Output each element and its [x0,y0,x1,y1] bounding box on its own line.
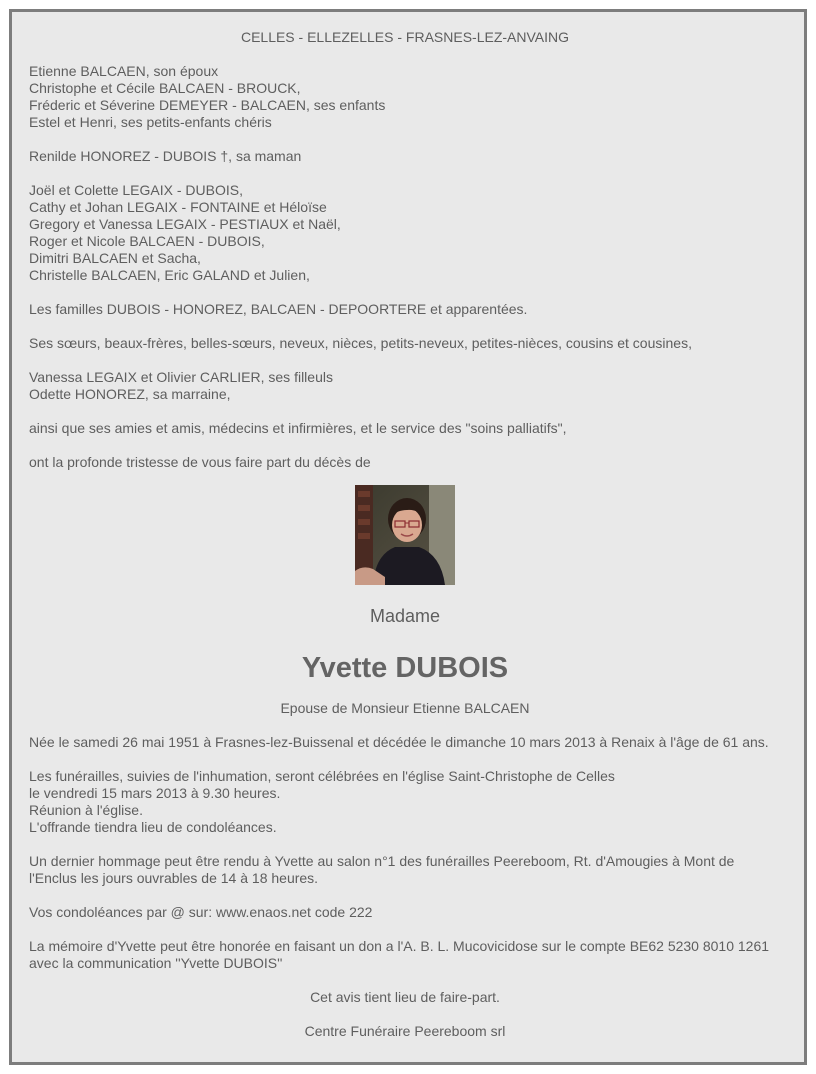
portrait-photo [355,485,455,585]
godchildren-group [29,369,781,403]
obituary-frame [9,9,807,1065]
condolences-line: Vos condoléances par @ sur: www.enaos.net code 222 [29,904,373,920]
godchild-line: Odette HONOREZ, sa marraine, [29,386,231,402]
salon-line: Un dernier hommage peut être rendu à Yvette au salon n°1 des funérailles Peereboom, Rt. d'Amougies à Mont de l'Enclus les jours ouvrables de 14 à 18 heures. [29,853,735,886]
funeral-line: L'offrande tiendra lieu de condoléances. [29,819,277,835]
honorific-title: Madame [369,606,441,626]
funeral-line: Réunion à l'église. [29,802,143,818]
spouse-line: Epouse de Monsieur Etienne BALCAEN [280,700,530,716]
family-line: Renilde HONOREZ - DUBOIS †, sa maman [29,148,302,164]
family-group-1 [29,63,781,131]
godchild-line: Vanessa LEGAIX et Olivier CARLIER, ses filleuls [29,369,333,385]
family-line: Estel et Henri, ses petits-enfants chéris [29,114,272,130]
family-line: Etienne BALCAEN, son époux [29,63,219,79]
families-line: Les familles DUBOIS - HONOREZ, BALCAEN - DEPOORTERE et apparentées. [29,301,528,317]
family-line: Christelle BALCAEN, Eric GALAND et Julien, [29,267,310,283]
family-line: Joël et Colette LEGAIX - DUBOIS, [29,182,243,198]
family-line: Roger et Nicole BALCAEN - DUBOIS, [29,233,265,249]
funeral-line: le vendredi 15 mars 2013 à 9.30 heures. [29,785,281,801]
announce-line: ont la profonde tristesse de vous faire part du décès de [29,454,371,470]
family-group-2 [29,148,781,165]
siblings-line: Ses sœurs, beaux-frères, belles-sœurs, neveux, nièces, petits-neveux, petites-nièces, cousins et cousines, [29,335,692,351]
donation-line: La mémoire d'Yvette peut être honorée en faisant un don a l'A. B. L. Mucovicidose sur le compte BE62 5230 8010 1261 avec la communication ''Yvette DUBOIS'' [29,938,770,971]
funeral-line: Les funérailles, suivies de l'inhumation, seront célébrées en l'église Saint-Christophe de Celles [29,768,615,784]
funeral-details [29,768,781,836]
obituary-content [29,29,781,1040]
family-group-3 [29,182,781,284]
family-line: Fréderic et Séverine DEMEYER - BALCAEN, ses enfants [29,97,386,113]
friends-line: ainsi que ses amies et amis, médecins et infirmières, et le service des "soins palliatifs", [29,420,567,436]
family-line: Cathy et Johan LEGAIX - FONTAINE et Héloïse [29,199,327,215]
notice-line: Cet avis tient lieu de faire-part. [310,989,500,1005]
deceased-name: Yvette DUBOIS [301,652,509,684]
birth-death-line: Née le samedi 26 mai 1951 à Frasnes-lez-Buissenal et décédée le dimanche 10 mars 2013 à Renaix à l'âge de 61 ans. [29,734,769,750]
family-line: Dimitri BALCAEN et Sacha, [29,250,201,266]
family-line: Gregory et Vanessa LEGAIX - PESTIAUX et Naël, [29,216,341,232]
location-header: CELLES - ELLEZELLES - FRASNES-LEZ-ANVAING [240,29,570,45]
funeral-home: Centre Funéraire Peereboom srl [304,1023,506,1039]
family-line: Christophe et Cécile BALCAEN - BROUCK, [29,80,301,96]
